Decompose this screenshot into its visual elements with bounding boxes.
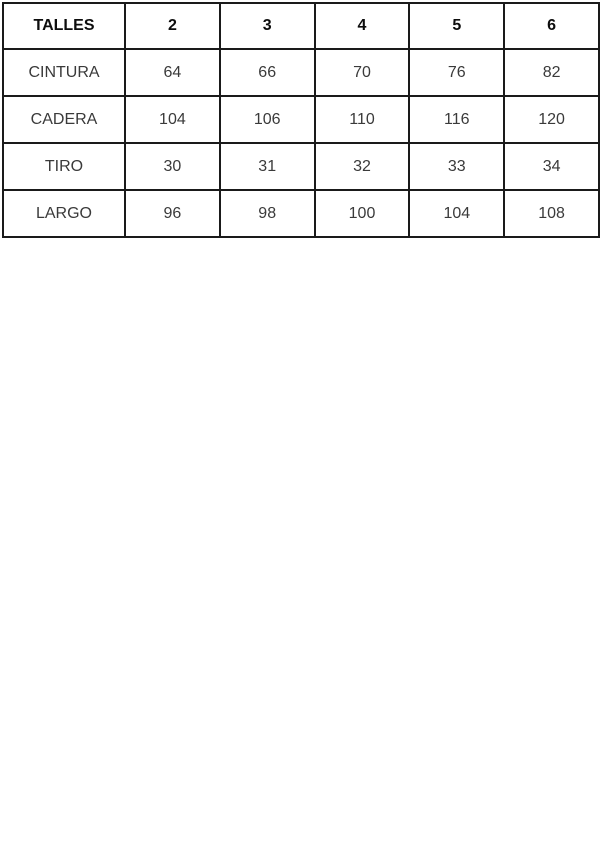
table-row-largo bbox=[3, 190, 599, 237]
table-cell: 106 bbox=[220, 96, 315, 143]
table-cell: 34 bbox=[504, 143, 599, 190]
table-cell: 70 bbox=[315, 49, 410, 96]
table-cell: 100 bbox=[315, 190, 410, 237]
table-cell: 104 bbox=[409, 190, 504, 237]
row-label-cintura: CINTURA bbox=[3, 49, 125, 96]
header-cell-size-3: 3 bbox=[220, 3, 315, 49]
header-cell-size-6: 6 bbox=[504, 3, 599, 49]
table-cell: 66 bbox=[220, 49, 315, 96]
row-label-largo: LARGO bbox=[3, 190, 125, 237]
table-cell: 104 bbox=[125, 96, 220, 143]
table-cell: 110 bbox=[315, 96, 410, 143]
header-cell-size-4: 4 bbox=[315, 3, 410, 49]
table-cell: 98 bbox=[220, 190, 315, 237]
table-cell: 116 bbox=[409, 96, 504, 143]
table-row-cintura bbox=[3, 49, 599, 96]
table-cell: 108 bbox=[504, 190, 599, 237]
table-cell: 120 bbox=[504, 96, 599, 143]
row-label-tiro: TIRO bbox=[3, 143, 125, 190]
table-row-tiro bbox=[3, 143, 599, 190]
row-label-cadera: CADERA bbox=[3, 96, 125, 143]
header-cell-size-2: 2 bbox=[125, 3, 220, 49]
table-header-row bbox=[3, 3, 599, 49]
size-chart-table bbox=[2, 2, 600, 238]
header-cell-size-5: 5 bbox=[409, 3, 504, 49]
table-row-cadera bbox=[3, 96, 599, 143]
table-cell: 31 bbox=[220, 143, 315, 190]
header-cell-talles: TALLES bbox=[3, 3, 125, 49]
table-cell: 64 bbox=[125, 49, 220, 96]
table-cell: 32 bbox=[315, 143, 410, 190]
table-cell: 76 bbox=[409, 49, 504, 96]
table-cell: 33 bbox=[409, 143, 504, 190]
table-cell: 30 bbox=[125, 143, 220, 190]
table-cell: 82 bbox=[504, 49, 599, 96]
page bbox=[0, 2, 600, 851]
table-cell: 96 bbox=[125, 190, 220, 237]
